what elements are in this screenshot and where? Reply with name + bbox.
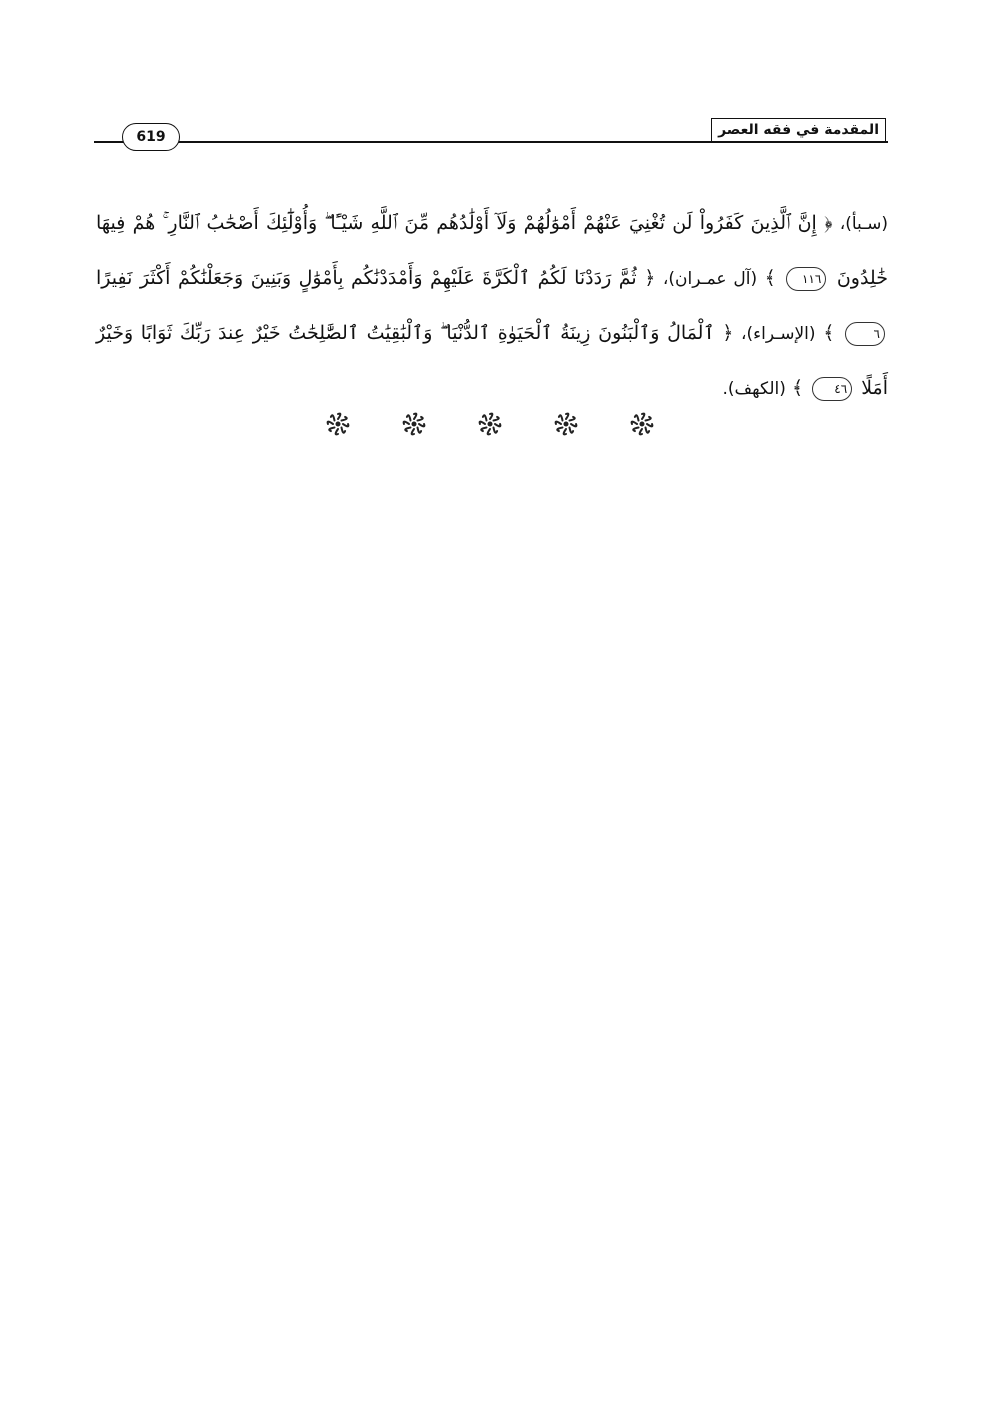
surah-reference: (سـبأ)، xyxy=(839,214,889,234)
floral-ornament-icon xyxy=(396,406,432,442)
verse-open-bracket: ﴿ xyxy=(722,322,734,344)
running-title: المقدمة في فقه العصر xyxy=(711,118,886,142)
floral-ornament-icon xyxy=(320,406,356,442)
floral-ornament-icon xyxy=(624,406,660,442)
verse-number: ٤٦ xyxy=(812,377,852,401)
verse-open-bracket: ﴿ xyxy=(824,212,833,234)
floral-ornament-icon xyxy=(548,406,584,442)
quran-verse-text: ثُمَّ رَدَدْنَا لَكُمُ ٱلْكَرَّةَ عَلَيْهِمْ وَأَمْدَدْنَٰكُم بِأَمْوَٰلٍ وَبَنِينَ وَجَعَلْنَٰكُمْ أَكْثَرَ نَفِيرًا xyxy=(96,267,637,289)
floral-ornament-icon xyxy=(472,406,508,442)
verse-close-bracket: ﴾ xyxy=(764,267,776,289)
verse-number: ٦ xyxy=(845,322,885,346)
surah-reference: (الكهف). xyxy=(722,379,786,399)
verse-number: ١١٦ xyxy=(786,267,826,291)
body-text xyxy=(96,196,888,416)
surah-reference: (الإسـراء)، xyxy=(741,324,816,344)
ornament-row xyxy=(320,404,660,444)
quran-verse-text: ٱلْمَالُ وَٱلْبَنُونَ زِينَةُ ٱلْحَيَوٰةِ ٱلدُّنْيَا ۖ وَٱلْبَٰقِيَٰتُ ٱلصَّٰلِحَٰتُ خَيْرٌ عِندَ رَبِّكَ ثَوَابًا وَخَيْرٌ أَمَلًا xyxy=(96,322,888,399)
verse-open-bracket: ﴿ xyxy=(644,267,656,289)
verse-close-bracket: ﴾ xyxy=(823,322,835,344)
page-number: 619 xyxy=(122,123,180,151)
surah-reference: (آل عمـران)، xyxy=(662,269,758,289)
quran-verse-text: إِنَّ ٱلَّذِينَ كَفَرُواْ لَن تُغْنِيَ عَنْهُمْ أَمْوَٰلُهُمْ وَلَآ أَوْلَٰدُهُم مِّنَ ٱللَّهِ شَيْـًٔا ۖ وَأُوْلَٰٓئِكَ أَصْحَٰبُ ٱلنَّارِ ۚ هُمْ فِيهَا خَٰلِدُونَ xyxy=(96,212,888,289)
verse-close-bracket: ﴾ xyxy=(791,377,804,399)
